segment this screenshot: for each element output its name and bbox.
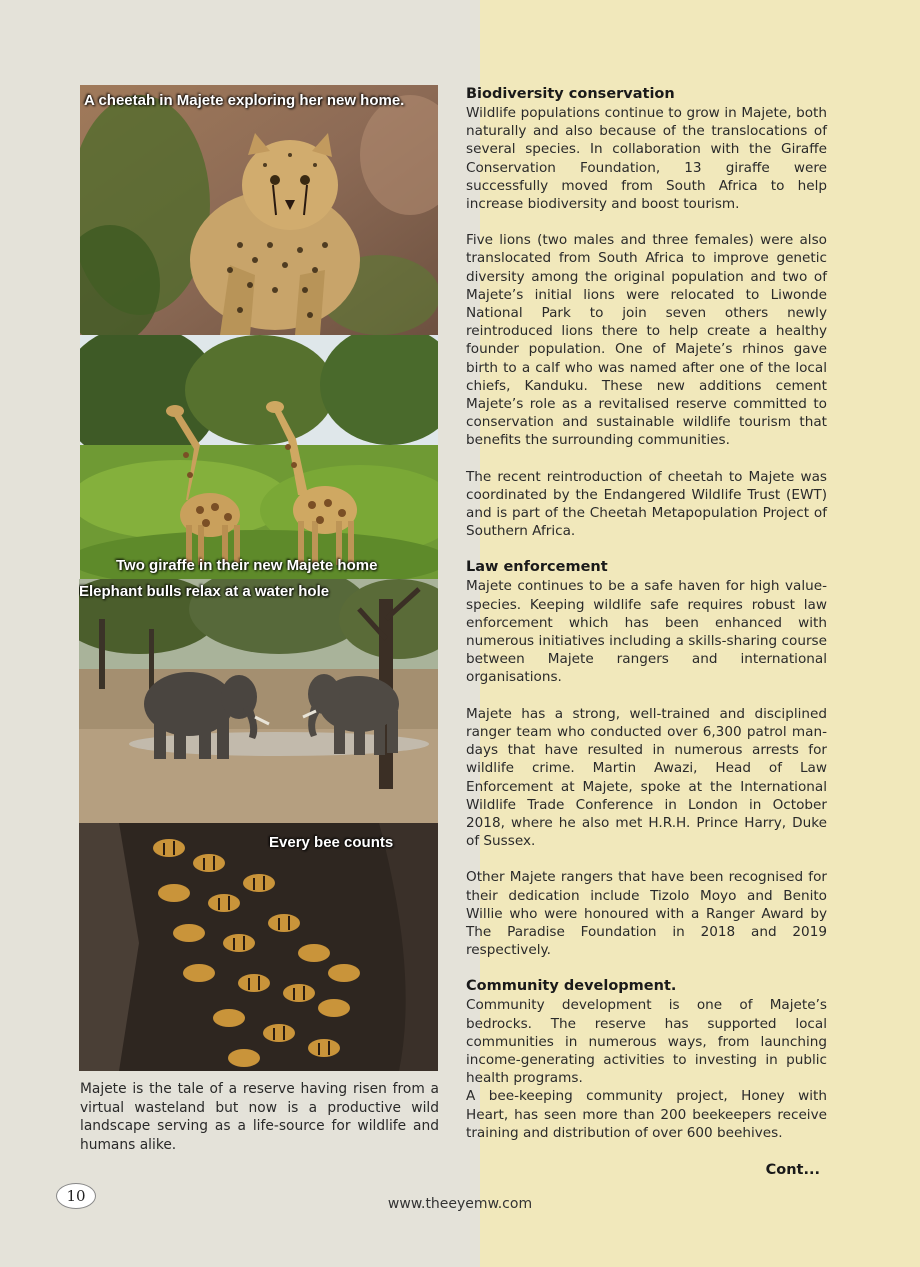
law-paragraph-1: Majete continues to be a safe haven for high value-species. Keeping wildlife safe requires robust law enforcement which has been enhanced with numerous initiatives including a skills-sharing course between Majete rangers and international organisations. bbox=[466, 578, 827, 686]
community-heading: Community development. bbox=[466, 978, 677, 995]
elephant-caption: Elephant bulls relax at a water hole bbox=[79, 583, 330, 600]
community-paragraph-2: A bee-keeping community project, Honey with Heart, has seen more than 200 beekeepers receive training and distribution of over 600 beehives. bbox=[466, 1088, 827, 1141]
bee-caption: Every bee counts bbox=[269, 834, 394, 851]
intro-paragraph: Majete is the tale of a reserve having risen from a virtual wasteland but now is a productive wild landscape serving as a life-source for wildlife and humans alike. bbox=[80, 1081, 439, 1153]
biodiversity-paragraph-3: The recent reintroduction of cheetah to Majete was coordinated by the Endangered Wildlife Trust (EWT) and is part of the Cheetah Metapopulation Project of Southern Africa. bbox=[466, 468, 827, 540]
bee-photo bbox=[79, 823, 438, 1071]
cheetah-photo bbox=[80, 85, 438, 335]
page-number: 10 bbox=[56, 1183, 96, 1209]
article-column bbox=[466, 85, 827, 1160]
biodiversity-heading: Biodiversity conservation bbox=[466, 86, 675, 102]
biodiversity-paragraph-1: Wildlife populations continue to grow in Majete, both naturally and also because of the translocations of several species. In collaboration with the Giraffe Conservation Foundation, 13 giraffe were successfully moved from South Africa to help increase biodiversity and boost tourism. bbox=[466, 105, 827, 213]
continued-label: Cont... bbox=[765, 1162, 820, 1178]
law-paragraph-2: Majete has a strong, well-trained and disciplined ranger team who conducted over 6,300 patrol man-days that have resulted in numerous arrests for wildlife crime. Martin Awazi, Head of Law Enforcement at Majete, spoke at the International Wildlife Trade Conference in London in October 2018, where he also met H.R.H. Prince Harry, Duke of Sussex. bbox=[466, 705, 827, 850]
elephant-photo bbox=[79, 579, 438, 823]
biodiversity-paragraph-2: Five lions (two males and three females) were also translocated from South Africa to improve genetic diversity among the original population and two of Majete’s initial lions were relocated to Liwonde National Park to join seven others newly reintroduced lions there to help create a healthy founder population. One of Majete’s rhinos gave birth to a calf who was named after one of the local chiefs, Kanduku. These new additions cement Majete’s role as a revitalised reserve committed to conservation and sustainable wildlife tourism that benefits the surrounding communities. bbox=[466, 232, 827, 449]
cheetah-caption: A cheetah in Majete exploring her new home. bbox=[84, 92, 405, 109]
community-paragraph-1: Community development is one of Majete’s bedrocks. The reserve has supported local communities in numerous ways, from launching income-generating activities to investing in public health programs. bbox=[466, 997, 827, 1087]
giraffe-photo bbox=[80, 335, 438, 579]
law-heading: Law enforcement bbox=[466, 559, 608, 576]
law-paragraph-3: Other Majete rangers that have been recognised for their dedication include Tizolo Moyo and Benito Willie who were honoured with a Ranger Award by The Paradise Foundation in 2018 and 2019 respectively. bbox=[466, 869, 827, 959]
giraffe-caption: Two giraffe in their new Majete home bbox=[116, 557, 378, 574]
footer-url[interactable]: www.theeyemw.com bbox=[387, 1196, 533, 1212]
